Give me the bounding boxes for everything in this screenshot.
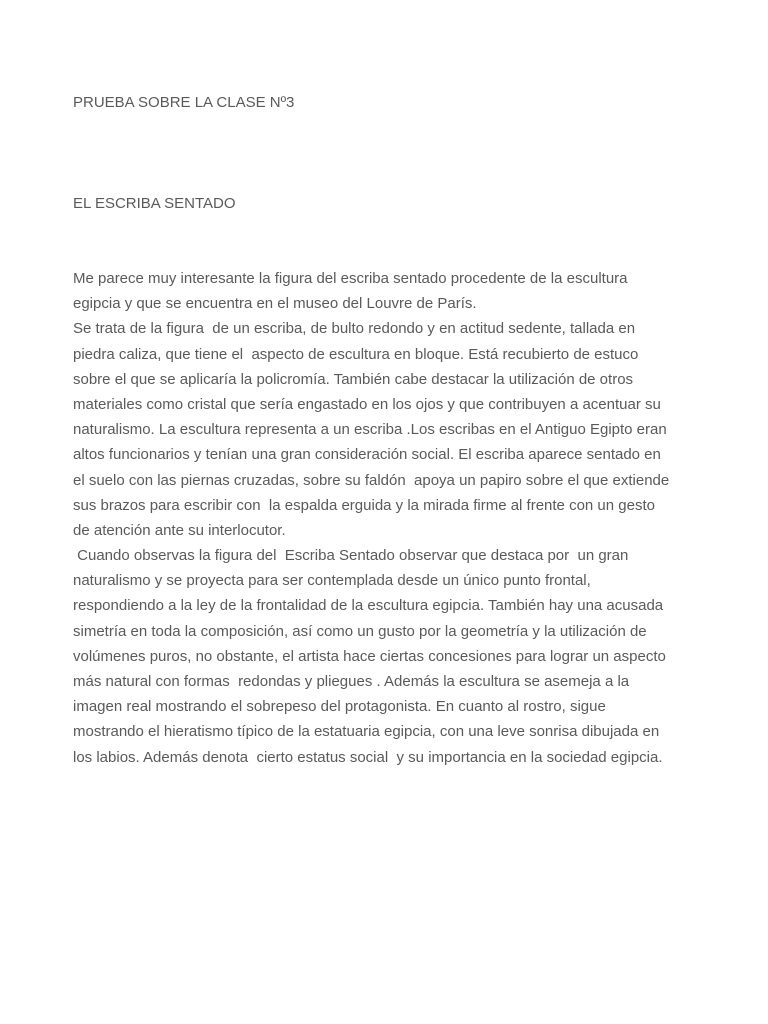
body-line: naturalismo y se proyecta para ser contemplada desde un único punto frontal,: [73, 572, 591, 590]
body-line: materiales como cristal que sería engastado en los ojos y que contribuyen a acentuar su: [73, 395, 661, 413]
body-line: volúmenes puros, no obstante, el artista hace ciertas concesiones para lograr un aspecto: [73, 647, 666, 665]
body-line: altos funcionarios y tenían una gran consideración social. El escriba aparece sentado en: [73, 446, 661, 464]
body-line: respondiendo a la ley de la frontalidad de la escultura egipcia. También hay una acusada: [73, 597, 664, 615]
body-line: más natural con formas redondas y pliegues . Además la escultura se asemeja a la: [73, 673, 630, 690]
body-line: el suelo con las piernas cruzadas, sobre su faldón apoya un papiro sobre el que extiende: [73, 471, 670, 489]
body-line: egipcia y que se encuentra en el museo del Louvre de París.: [73, 295, 477, 313]
body-line: naturalismo. La escultura representa a un escriba .Los escribas en el Antiguo Egipto eran: [73, 421, 667, 439]
body-line: sobre el que se aplicaría la policromía. También cabe destacar la utilización de otros: [73, 370, 634, 388]
body-line: imagen real mostrando el sobrepeso del protagonista. En cuanto al rostro, sigue: [73, 698, 606, 716]
document-subtitle: EL ESCRIBA SENTADO: [73, 195, 236, 212]
body-line: piedra caliza, que tiene el aspecto de escultura en bloque. Está recubierto de estuco: [73, 345, 639, 363]
body-line: sus brazos para escribir con la espalda erguida y la mirada firme al frente con un gesto: [73, 496, 655, 514]
body-line: Cuando observas la figura del Escriba Sentado observar que destaca por un gran: [73, 547, 629, 565]
body-line: Se trata de la figura de un escriba, de bulto redondo y en actitud sedente, tallada en: [73, 320, 636, 338]
document-title: PRUEBA SOBRE LA CLASE Nº3: [73, 94, 295, 111]
body-line: mostrando el hieratismo típico de la estatuaria egipcia, con una leve sonrisa dibujada en: [73, 723, 660, 741]
document-body: [73, 266, 698, 770]
body-line: Me parece muy interesante la figura del escriba sentado procedente de la escultura: [73, 270, 628, 287]
body-line: de atención ante su interlocutor.: [73, 521, 286, 539]
body-line: simetría en toda la composición, así como un gusto por la geometría y la utilización de: [73, 622, 647, 640]
body-line: los labios. Además denota cierto estatus social y su importancia en la sociedad egipcia.: [73, 748, 663, 766]
